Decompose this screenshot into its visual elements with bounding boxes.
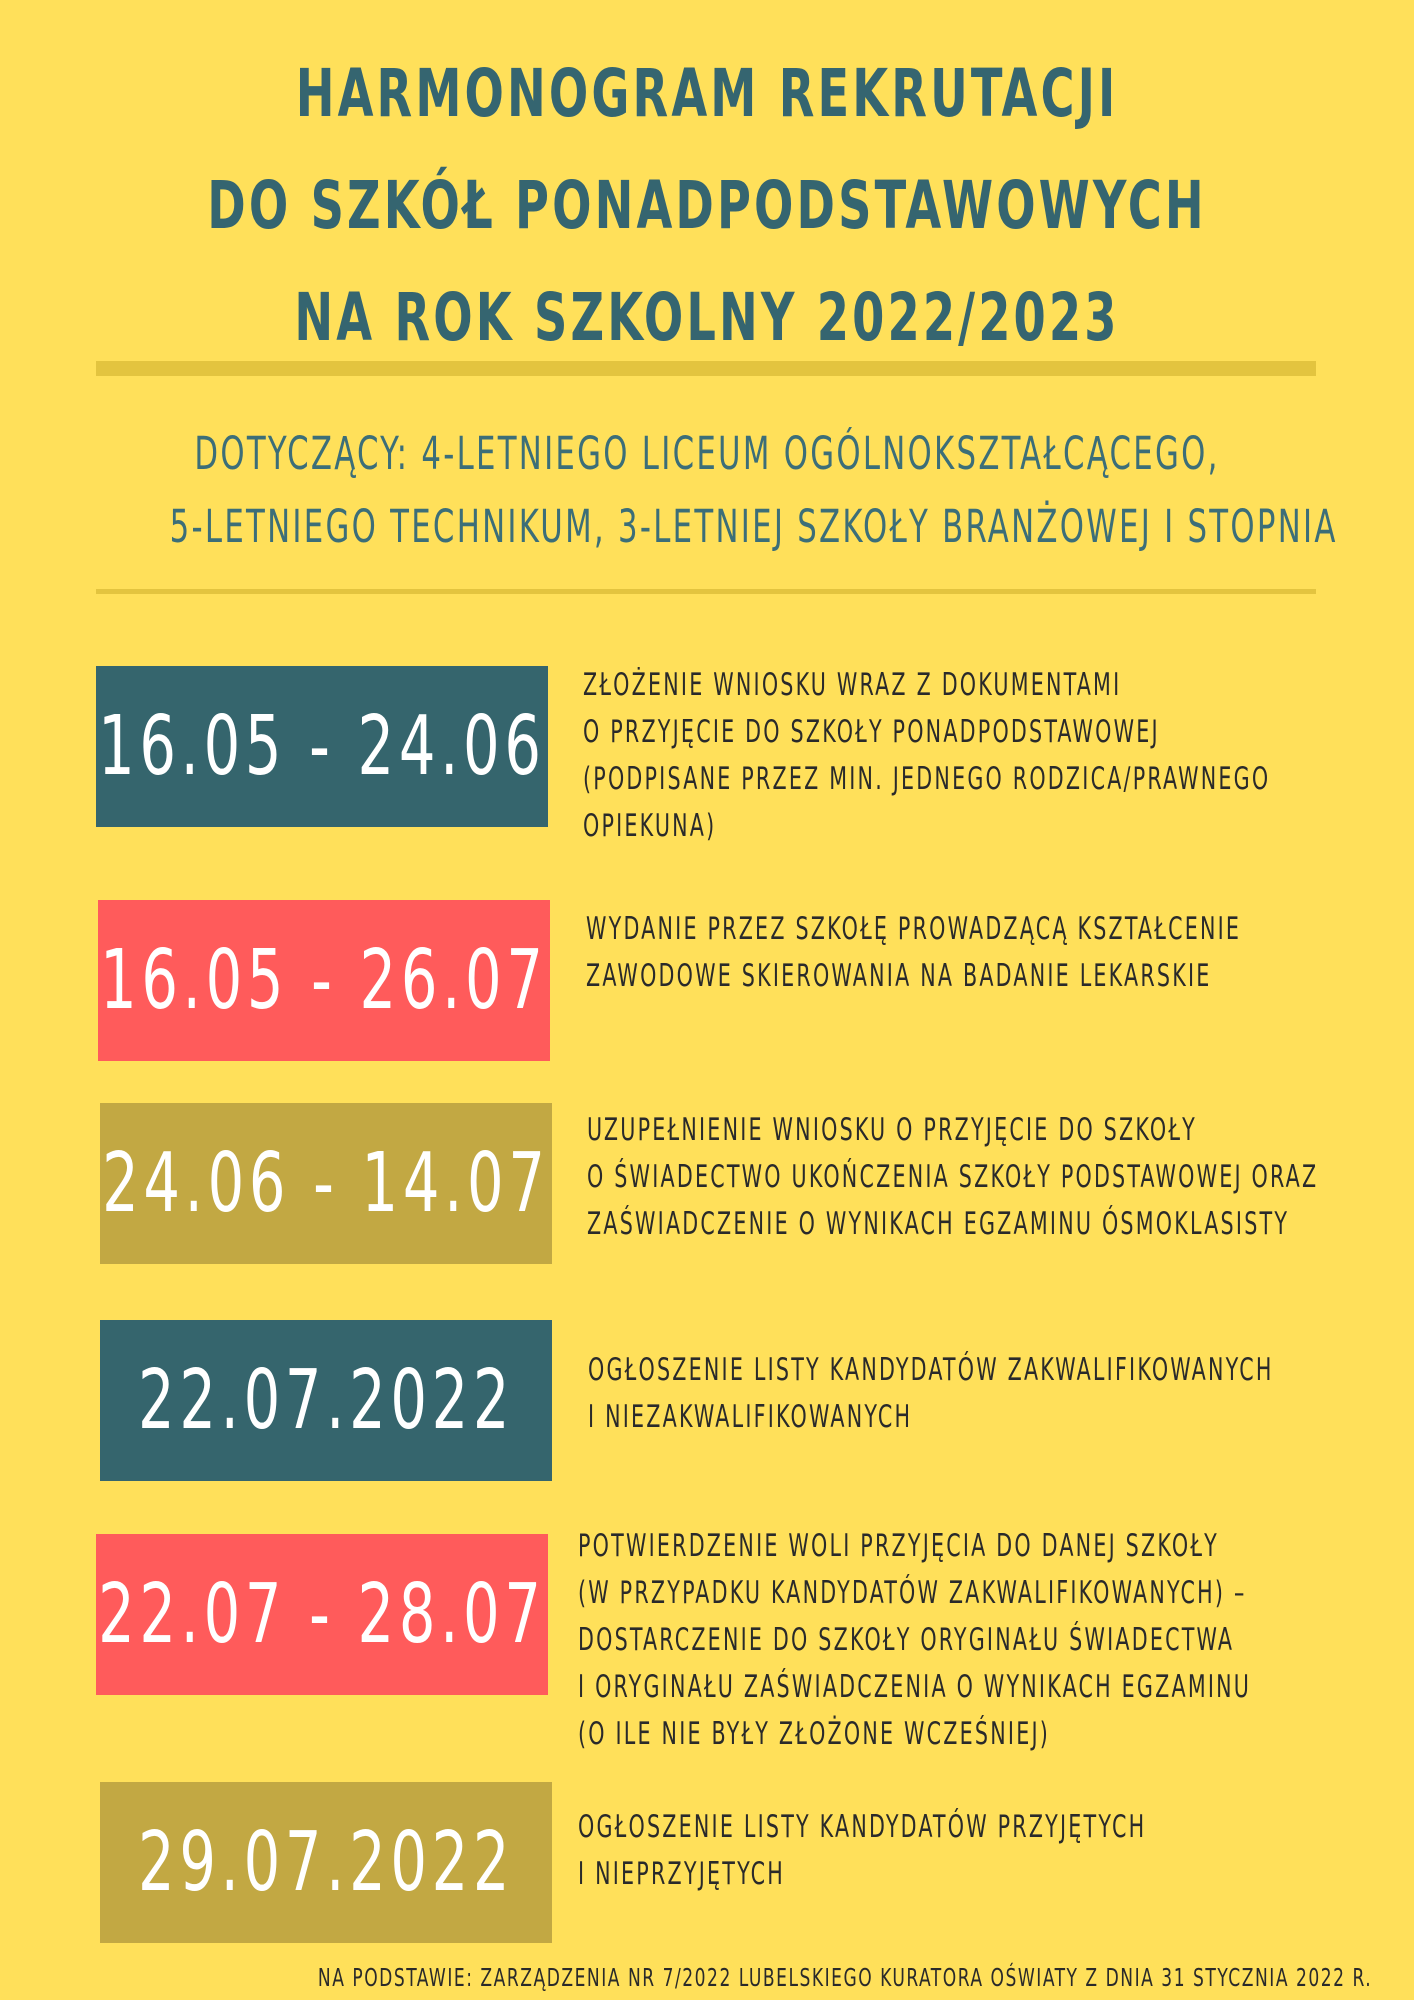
page-title [156,38,1259,374]
description-line: WYDANIE PRZEZ SZKOŁĘ PROWADZĄCĄ KSZTAŁCENIE [586,911,1242,947]
schedule-description [578,1804,1146,1898]
description-line: I NIEZAKWALIFIKOWANYCH [588,1399,913,1435]
schedule-date: 29.07.2022 [137,1815,515,1910]
description-line: ZŁOŻENIE WNIOSKU WRAZ Z DOKUMENTAMI [583,667,1122,703]
description-line: O PRZYJĘCIE DO SZKOŁY PONADPODSTAWOWEJ [583,714,1160,750]
description-line: OGŁOSZENIE LISTY KANDYDATÓW ZAKWALIFIKOWANYCH [588,1352,1274,1388]
schedule-description [583,662,1270,850]
schedule-description [578,1523,1251,1758]
description-line: POTWIERDZENIE WOLI PRZYJĘCIA DO DANEJ SZKOŁY [578,1528,1219,1564]
title-line-1: HARMONOGRAM REKRUTACJI [295,55,1119,132]
source-footnote: NA PODSTAWIE: ZARZĄDZENIA NR 7/2022 LUBELSKIEGO KURATORA OŚWIATY Z DNIA 31 STYCZNIA 2022 R. [317,1963,1372,1992]
subtitle-divider [96,589,1316,594]
description-line: ZAŚWIADCZENIE O WYNIKACH EGZAMINU ÓSMOKLASISTY [587,1206,1290,1242]
description-line: DOSTARCZENIE DO SZKOŁY ORYGINAŁU ŚWIADECTWA [578,1622,1235,1658]
schedule-date-box [96,1534,548,1695]
schedule-date: 22.07 - 28.07 [98,1567,546,1662]
schedule-date-box [100,1782,552,1943]
description-line: ZAWODOWE SKIEROWANIA NA BADANIE LEKARSKIE [586,958,1212,994]
schedule-date-box [100,1320,552,1481]
subtitle [169,417,1338,563]
schedule-date-box [98,900,550,1061]
description-line: I ORYGINAŁU ZAŚWIADCZENIA O WYNIKACH EGZAMINU [578,1669,1252,1705]
description-line: O ŚWIADECTWO UKOŃCZENIA SZKOŁY PODSTAWOWEJ ORAZ [587,1159,1319,1195]
schedule-description [588,1347,1274,1441]
schedule-description [586,906,1241,1000]
description-line: (O ILE NIE BYŁY ZŁOŻONE WCZEŚNIEJ) [578,1716,1051,1752]
schedule-date: 16.05 - 24.06 [98,699,546,794]
title-line-3: NA ROK SZKOLNY 2022/2023 [294,279,1120,356]
schedule-description [587,1107,1318,1248]
description-line: UZUPEŁNIENIE WNIOSKU O PRZYJĘCIE DO SZKOŁY [587,1112,1197,1148]
description-line: OPIEKUNA) [583,808,717,844]
schedule-date: 16.05 - 26.07 [100,933,548,1028]
subtitle-line-1: DOTYCZĄCY: 4-LETNIEGO LICEUM OGÓLNOKSZTAŁCĄCEGO, [194,427,1220,480]
description-line: I NIEPRZYJĘTYCH [578,1856,786,1892]
schedule-date-box [100,1103,552,1264]
description-line: (PODPISANE PRZEZ MIN. JEDNEGO RODZICA/PRAWNEGO [583,761,1271,797]
title-divider [96,361,1316,376]
description-line: OGŁOSZENIE LISTY KANDYDATÓW PRZYJĘTYCH [578,1809,1147,1845]
schedule-date-box [96,666,548,827]
description-line: (W PRZYPADKU KANDYDATÓW ZAKWALIFIKOWANYCH) – [578,1575,1247,1611]
title-line-2: DO SZKÓŁ PONADPODSTAWOWYCH [207,167,1207,244]
schedule-date: 24.06 - 14.07 [102,1136,550,1231]
schedule-date: 22.07.2022 [137,1353,515,1448]
subtitle-line-2: 5-LETNIEGO TECHNIKUM, 3-LETNIEJ SZKOŁY BRANŻOWEJ I STOPNIA [169,500,1338,553]
